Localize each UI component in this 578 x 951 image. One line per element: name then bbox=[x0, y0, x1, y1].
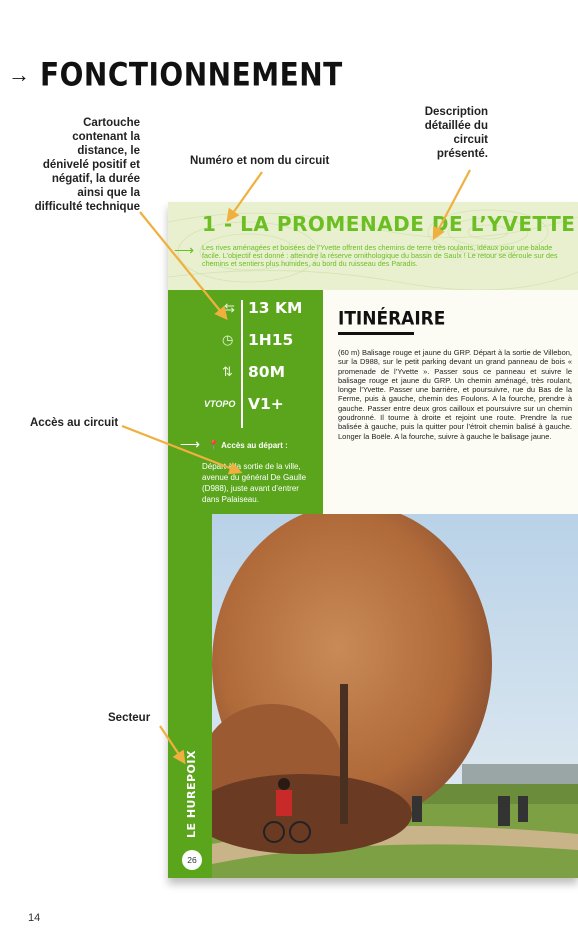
intro-arrow-icon: ⟶ bbox=[174, 242, 195, 258]
annotation-cartouche: Cartouche contenant la distance, le dénivelé positif et négatif, la durée ainsi que la difficulté technique bbox=[34, 117, 140, 213]
access-block bbox=[178, 440, 318, 505]
elevation-value: 80M bbox=[248, 363, 285, 381]
page-number: 14 bbox=[28, 912, 41, 924]
itineraire-title: ITINÉRAIRE bbox=[338, 308, 446, 330]
annotation-secteur: Secteur bbox=[108, 712, 151, 724]
annotation-numero: Numéro et nom du circuit bbox=[190, 155, 330, 167]
access-text: Départ à la sortie de la ville, avenue du général De Gaulle (D988), juste avant d’entrer dans Palaiseau. bbox=[202, 462, 307, 504]
pin-icon: 📍 bbox=[208, 440, 220, 450]
difficulty-value: V1+ bbox=[248, 395, 284, 413]
route-title: 1 - LA PROMENADE DE L’YVETTE bbox=[202, 212, 576, 236]
page-heading bbox=[8, 55, 343, 94]
distance-value: 13 KM bbox=[248, 299, 303, 317]
page-title: FONCTIONNEMENT bbox=[40, 55, 343, 94]
itineraire-underline bbox=[338, 332, 414, 335]
itineraire-text: (60 m) Balisage rouge et jaune du GRP. Départ à la sortie de Villebon, sur la D988, sur le petit parking devant un grand panneau de bois « promenade de l’Yvette ». Passer sous ce panneau et suivre le balisage rouge et jaune du GRP. Un chemin aménagé, très roulant, longe l’Yvette. Passer une barrière, et poursuivre, rue du Bas de la Ferme, puis à gauche, chemin des Foulons. A la fourche, prendre à gauche. Passer entre deux gros cailloux et poursuivre sur un chemin goudronné. Il tourne à droite et rejoint une route. Prendre la rue balisée à gauche, puis la quitter pour l’étroit chemin balisé à gauche. Longer la Boële. A la fourche, suivre à gauche le balisage jaune. bbox=[338, 348, 572, 441]
access-arrow-icon: ⟶ bbox=[180, 436, 201, 452]
info-cartouche: ⇆ 13 KM ◷ 1H15 ⇅ 80M VTOPO V1+ ⟶ 📍 Accès au départ : Départ à la sortie de la ville, avenue du général De Gaulle (D988), juste avant d’entrer dans Palaiseau. LE HUREPOIX 26 bbox=[168, 290, 323, 878]
sector-label: LE HUREPOIX bbox=[185, 750, 198, 838]
route-intro: Les rives aménagées et boisées de l’Yvette offrent des chemins de terre très roulants, idéaux pour une balade facile. L’objectif est donné : atteindre la réserve ornithologique du bassin de Saulx ! Le retour se déroule sur des chemins et sentiers plus humides, au bord du ruisseau des Paradis. bbox=[202, 243, 558, 269]
right-arrow-icon: → bbox=[8, 61, 30, 87]
access-label-row bbox=[178, 440, 318, 451]
route-header-band bbox=[168, 202, 578, 290]
route-photo bbox=[212, 514, 578, 878]
stats-divider bbox=[241, 300, 243, 428]
landscape-image bbox=[212, 514, 578, 878]
duration-value: 1H15 bbox=[248, 331, 294, 349]
sector-page-number: 26 bbox=[182, 850, 202, 870]
route-page-mockup bbox=[168, 202, 578, 878]
access-label: Accès au départ : bbox=[221, 441, 288, 450]
annotation-acces: Accès au circuit bbox=[30, 417, 119, 429]
vtopo-logo: VTOPO bbox=[204, 399, 236, 409]
annotation-description: Description détaillée du circuit présenté. bbox=[424, 106, 488, 160]
